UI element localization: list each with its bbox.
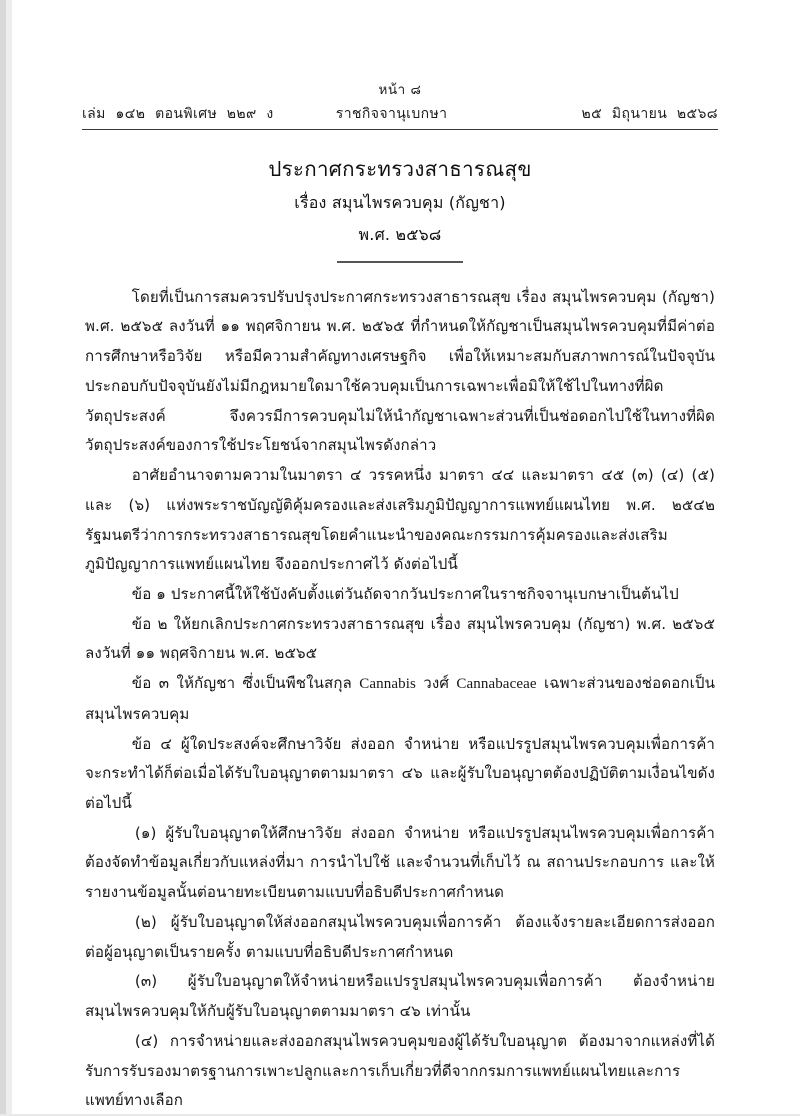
paragraph-sub-3: (๓) ผู้รับใบอนุญาตให้จำหน่ายหรือแปรรูปสมุนไพรควบคุมเพื่อการค้า ต้องจำหน่ายสมุนไพรควบคุมให้กับผู้รับใบอนุญาตตามมาตรา ๔๖ เท่านั้น — [85, 972, 715, 1021]
latin-term: Cannabaceae — [456, 676, 537, 693]
paragraph-clause-1: ข้อ ๑ ประกาศนี้ให้ใช้บังคับตั้งแต่วันถัดจากวันประกาศในราชกิจจานุเบกษาเป็นต้นไป — [131, 585, 679, 604]
paragraph-preamble-2: อาศัยอำนาจตามความในมาตรา ๔ วรรคหนึ่ง มาตรา ๔๔ และมาตรา ๔๕ (๓) (๔) (๕) และ (๖) แห่งพระราชบัญญัติคุ้มครองและส่งเสริมภูมิปัญญาการแพทย์แผนไทย พ.ศ. ๒๕๔๒ รัฐมนตรีว่าการกระทรวงสาธารณสุขโดยคำแนะนำของคณะกรรมการคุ้มครองและส่งเสริมภูมิปัญญาการแพทย์แผนไทย จึงออกประกาศไว้ ดังต่อไปนี้ — [85, 466, 715, 574]
header-volume-issue: เล่ม ๑๔๒ ตอนพิเศษ ๒๒๙ ง — [82, 106, 274, 122]
header-date: ๒๕ มิถุนายน ๒๕๖๘ — [581, 106, 718, 122]
paragraph-clause-3: ข้อ ๓ ให้กัญชา ซึ่งเป็นพืชในสกุล Cannabis วงศ์ Cannabaceae เฉพาะส่วนของช่อดอกเป็นสมุนไพรควบคุม — [85, 674, 715, 723]
header-gazette-name: ราชกิจจานุเบกษา — [335, 106, 448, 122]
paragraph-preamble-1: โดยที่เป็นการสมควรปรับปรุงประกาศกระทรวงสาธารณสุข เรื่อง สมุนไพรควบคุม (กัญชา) พ.ศ. ๒๕๖๕ ลงวันที่ ๑๑ พฤศจิกายน พ.ศ. ๒๕๖๕ ที่กำหนดให้กัญชาเป็นสมุนไพรควบคุมที่มีค่าต่อการศึกษาหรือวิจัย หรือมีความสำคัญทางเศรษฐกิจ เพื่อให้เหมาะสมกับสภาพการณ์ในปัจจุบัน ประกอบกับปัจจุบันยังไม่มีกฎหมายใดมาใช้ควบคุมเป็นการเฉพาะเพื่อมิให้ใช้ไปในทางที่ผิดวัตถุประสงค์ จึงควรมีการควบคุมไม่ให้นำกัญชาเฉพาะส่วนที่เป็นช่อดอกไปใช้ในทางที่ผิดวัตถุประสงค์ของการใช้ประโยชน์จากสมุนไพรดังกล่าว — [85, 287, 715, 455]
document-year: พ.ศ. ๒๕๖๘ — [358, 224, 442, 244]
document-body — [85, 283, 715, 1116]
title-divider-rule — [337, 261, 463, 263]
paragraph-sub-1: (๑) ผู้รับใบอนุญาตให้ศึกษาวิจัย ส่งออก จำหน่าย หรือแปรรูปสมุนไพรควบคุมเพื่อการค้าต้องจัดทำข้อมูลเกี่ยวกับแหล่งที่มา การนำไปใช้ และจำนวนที่เก็บไว้ ณ สถานประกอบการ และให้รายงานข้อมูลนั้นต่อนายทะเบียนตามแบบที่อธิบดีประกาศกำหนด — [85, 823, 715, 902]
running-head — [82, 8, 718, 130]
page-number-label: หน้า ๘ — [378, 82, 422, 98]
header-row — [82, 103, 718, 129]
paragraph-sub-2: (๒) ผู้รับใบอนุญาตให้ส่งออกสมุนไพรควบคุมเพื่อการค้า ต้องแจ้งรายละเอียดการส่งออกต่อผู้อนุญาตเป็นรายครั้ง ตามแบบที่อธิบดีประกาศกำหนด — [85, 912, 715, 961]
paragraph-clause-2: ข้อ ๒ ให้ยกเลิกประกาศกระทรวงสาธารณสุข เรื่อง สมุนไพรควบคุม (กัญชา) พ.ศ. ๒๕๖๕ ลงวันที่ ๑๑ พฤศจิกายน พ.ศ. ๒๕๖๕ — [85, 614, 715, 663]
document-page — [12, 8, 788, 1110]
header-divider-rule — [82, 129, 718, 130]
document-subject: เรื่อง สมุนไพรควบคุม (กัญชา) — [294, 192, 506, 212]
title-block — [82, 156, 718, 263]
document-title: ประกาศกระทรวงสาธารณสุข — [268, 157, 532, 181]
latin-term: Cannabis — [359, 676, 416, 693]
paragraph-sub-4: (๔) การจำหน่ายและส่งออกสมุนไพรควบคุมของผู้ได้รับใบอนุญาต ต้องมาจากแหล่งที่ได้รับการรับรองมาตรฐานการเพาะปลูกและการเก็บเกี่ยวที่ดีจากกรมการแพทย์แผนไทยและการแพทย์ทางเลือก — [85, 1031, 715, 1110]
paragraph-clause-4: ข้อ ๔ ผู้ใดประสงค์จะศึกษาวิจัย ส่งออก จำหน่าย หรือแปรรูปสมุนไพรควบคุมเพื่อการค้า จะกระทำได้ก็ต่อเมื่อได้รับใบอนุญาตตามมาตรา ๔๖ และผู้รับใบอนุญาตต้องปฏิบัติตามเงื่อนไขดังต่อไปนี้ — [85, 734, 715, 812]
